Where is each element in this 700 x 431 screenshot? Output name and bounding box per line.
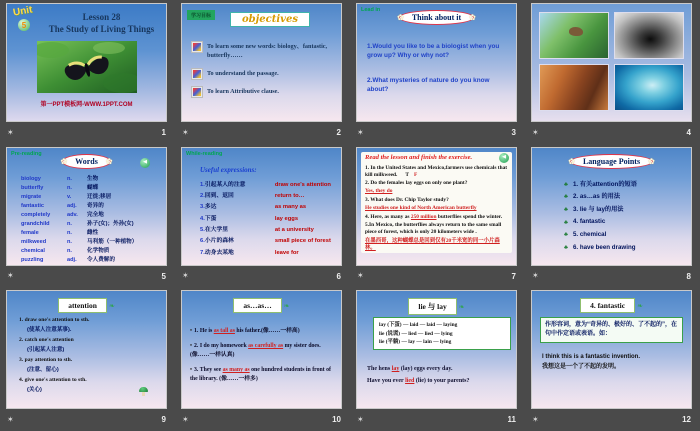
slide-thumbnail-4[interactable]	[531, 3, 692, 122]
meaning: 奇异的	[87, 202, 104, 209]
flower-icon: ✿	[397, 13, 404, 22]
transition-star-icon[interactable]: ✶	[7, 271, 14, 281]
section-label: While-reading	[186, 150, 223, 157]
phrase-cn: (关心)	[27, 386, 42, 393]
slide-cell-10	[175, 287, 350, 431]
phrase-en: 3. pay attention to sth.	[19, 357, 73, 364]
sentence-post: one hundred students in front of the library. (像……一样多)	[190, 367, 331, 383]
slide-number: 2	[336, 128, 341, 137]
sparkle-icon	[192, 42, 202, 52]
row-number: 4.	[200, 215, 205, 222]
slide-number: 4	[686, 128, 691, 137]
pos: adv.	[67, 211, 78, 218]
pos: adj.	[67, 256, 77, 263]
fill-blank-list	[190, 327, 336, 384]
question-1: 1.Would you like to be a biologist when you grow up? Why or why not?	[367, 43, 500, 60]
thumbnail-footer	[7, 125, 166, 140]
chinese-phrase: 引起某人的注意	[204, 181, 246, 188]
phrase-cn: (引起某人注意)	[27, 347, 65, 354]
chinese-phrase: 在大学里	[204, 227, 229, 234]
q1-text: 1. In the United States and Mexico,farmers use chemicals that kill milkweed.	[365, 164, 508, 178]
slide-title: as…as…	[233, 298, 281, 313]
phrase-en: 2. catch one's attention	[19, 337, 74, 344]
thumbnail-footer	[182, 269, 341, 284]
list-item	[564, 182, 689, 189]
title-oval	[357, 10, 516, 25]
exercise-q3: 3. What does Dr. Chip Taylor study?	[365, 196, 449, 203]
sentence-pre: Have you ever	[367, 378, 404, 385]
photo-whirlpool	[614, 12, 684, 59]
slide-cell-5	[0, 144, 175, 288]
tree-icon: ♣	[564, 232, 568, 239]
example-sentences	[367, 363, 513, 387]
objectives-list	[192, 42, 335, 97]
slide-number: 12	[682, 415, 691, 425]
phrase-en: 4. give one's attention to sth.	[19, 376, 87, 383]
lesson-title-line2: The Study of Living Things	[48, 24, 155, 35]
q4-post: butterflies spend the winter.	[437, 213, 503, 220]
english-phrase: at a university	[274, 227, 314, 234]
flower-icon: ✿	[648, 156, 655, 166]
slide-number: 1	[161, 128, 166, 137]
sentence-post: (lie) to your parents?	[415, 378, 470, 385]
pos: v.	[67, 193, 72, 200]
expression-row	[200, 182, 338, 189]
section-label: Lead in	[361, 7, 381, 13]
list-item	[564, 245, 689, 252]
exercise-q4	[365, 214, 510, 221]
slide-cell-6	[175, 144, 350, 288]
tree-icon: ♣	[564, 194, 568, 201]
answer-4: 250 million	[410, 213, 437, 220]
title-box	[182, 298, 341, 313]
word-row	[21, 185, 164, 192]
tree-icon: ♣	[564, 181, 568, 188]
chinese-phrase: 小片的森林	[204, 238, 234, 245]
slide-number: 3	[511, 128, 516, 137]
word-row	[21, 239, 164, 246]
lesson-title-line1: Lesson 28	[82, 12, 121, 22]
verb-form-line: lie (说谎) — lied — lied — lying	[379, 330, 453, 337]
slide-thumbnail-12[interactable]	[531, 290, 692, 409]
slide-title: Words	[62, 154, 111, 169]
slide-title: Useful expressions:	[200, 165, 257, 174]
q4-pre: 4. Here, as many as	[365, 213, 410, 220]
slide-thumbnail-8[interactable]	[531, 147, 692, 266]
list-item	[564, 194, 689, 201]
point-text: 1. 有关attention的短语	[572, 180, 637, 188]
example-sentence	[367, 375, 513, 387]
exercise-body	[365, 165, 510, 252]
example-sentence	[367, 363, 513, 375]
flower-icon: ✿	[568, 156, 575, 166]
thumbnail-footer	[7, 269, 166, 284]
word-row	[21, 221, 164, 228]
english-phrase: lay eggs	[274, 215, 299, 222]
thumbnail-footer	[7, 412, 166, 427]
example-cn: 我想这是一个了不起的发明。	[542, 363, 621, 370]
list-item	[564, 232, 689, 239]
slide-title: Think about it	[399, 10, 474, 25]
meaning: 孙子(女)；外孙(女)	[87, 220, 134, 227]
language-points-list	[564, 182, 689, 252]
meaning: 马利筋（一种植物）	[87, 238, 138, 245]
sentence-post: his father.(像……一样高)	[236, 328, 300, 335]
thumbnail-footer	[182, 412, 341, 427]
slide-number: 7	[511, 271, 516, 281]
slide-number: 6	[336, 271, 341, 281]
thumbnail-footer	[357, 269, 516, 284]
transition-star-icon[interactable]: ✶	[7, 127, 14, 137]
point-text: 4. fantastic	[572, 218, 606, 226]
bullet-icon: •	[190, 343, 193, 350]
exercise-q1	[365, 165, 510, 179]
sparkle-icon	[192, 87, 202, 97]
photo-grid	[539, 12, 684, 111]
question-2: 2.What mysteries of nature do you know about?	[367, 77, 490, 94]
back-arrow-icon[interactable]: ◀	[499, 153, 509, 163]
list-item	[192, 69, 335, 79]
meaning: 迁徙;移居	[87, 193, 112, 200]
transition-star-icon[interactable]: ✶	[182, 414, 189, 424]
objective-text: To understand the passage.	[207, 69, 279, 77]
leaf-icon: ❧	[108, 302, 115, 310]
photo-canyon	[539, 64, 609, 111]
flower-icon: ✿	[60, 156, 68, 166]
english-phrase: return to…	[274, 193, 305, 199]
word-row	[21, 212, 164, 219]
slide-thumbnail-9[interactable]	[6, 290, 167, 409]
english-phrase: small piece of forest	[274, 238, 331, 245]
sentence-post: my sister does.(像……一样认真)	[190, 343, 321, 359]
chinese-phrase: 回到、返回	[204, 193, 234, 199]
meaning: 完全地	[87, 211, 104, 218]
meaning: 生物	[87, 175, 99, 182]
slide-cell-12	[525, 287, 700, 431]
fill-blank-sentence	[190, 366, 336, 384]
meaning: 令人费解的	[87, 256, 115, 263]
bullet-icon: •	[190, 328, 193, 335]
point-text: 3. lie 与 lay的用法	[572, 205, 624, 213]
row-number: 2.	[200, 193, 205, 199]
verb-form-line: lay (下蛋) — laid — laid — laying	[379, 322, 458, 329]
word-row	[21, 248, 164, 255]
thumbnail-footer	[357, 412, 516, 427]
row-number: 5.	[200, 227, 205, 234]
chinese-phrase: 动身去某地	[204, 249, 234, 256]
expression-row	[200, 216, 338, 223]
sentence-pre: 3. They see	[194, 367, 222, 374]
transition-star-icon[interactable]: ✶	[357, 414, 364, 424]
slide-cell-3	[350, 0, 525, 144]
photo-fish-school	[614, 64, 684, 111]
grammar-note-box: 作形容词，意为“奇异的、极好的、了不起的”，在句中作定语或表语。如：	[540, 317, 683, 343]
word-list	[21, 176, 164, 264]
slide-thumbnail-10[interactable]	[181, 290, 342, 409]
phrase-en: 1. draw one's attention to sth.	[19, 317, 90, 324]
sentence-answer: as tall as	[213, 328, 235, 335]
learning-goal-tag: 学习目标	[187, 10, 215, 20]
slide-cell-4	[525, 0, 700, 144]
slide-title: 4. fantastic	[580, 298, 635, 313]
word: fantastic	[21, 202, 45, 209]
slide-cell-7	[350, 144, 525, 288]
english-phrase: as many as	[274, 204, 307, 211]
expression-row	[200, 238, 338, 245]
verb-forms-box	[373, 317, 511, 350]
meaning: 雌性	[87, 229, 99, 236]
exercise-q2: 2. Do the females lay eggs on only one plant?	[365, 180, 468, 187]
thumbnail-footer	[532, 125, 691, 140]
slide-title: lie 与 lay	[408, 298, 456, 315]
pos: n.	[67, 184, 72, 191]
word: grandchild	[21, 220, 50, 227]
chinese-phrase: 多达	[204, 204, 217, 211]
slide-cell-1	[0, 0, 175, 144]
slide-number: 9	[161, 415, 166, 425]
transition-star-icon[interactable]: ✶	[182, 127, 189, 137]
word: butterfly	[21, 184, 44, 191]
slide-number: 11	[507, 415, 516, 425]
row-number: 6.	[200, 238, 205, 245]
chinese-phrase: 下蛋	[204, 215, 217, 222]
english-phrase: leave for	[274, 249, 299, 256]
slide-thumbnail-5[interactable]	[6, 147, 167, 266]
point-text: 6. have been drawing	[572, 243, 636, 251]
back-arrow-icon[interactable]: ◀	[140, 158, 150, 168]
pos: n.	[67, 247, 72, 254]
sentence-answer: lay	[391, 366, 400, 373]
title-oval	[532, 154, 691, 169]
sparkle-icon	[192, 69, 202, 79]
flower-icon: ✿	[105, 156, 113, 166]
slide-title: attention	[58, 298, 107, 313]
slide-cell-8	[525, 144, 700, 288]
slide-number: 10	[332, 415, 341, 425]
word-row	[21, 203, 164, 210]
title-box	[357, 298, 516, 315]
fill-blank-sentence	[190, 342, 336, 360]
objective-text: To learn some new words: biology、fantastic, butterfly……	[207, 43, 328, 60]
objective-text: To learn Attributive clause.	[207, 87, 279, 95]
fill-blank-sentence	[190, 327, 336, 336]
point-text: 5. chemical	[572, 231, 607, 239]
word: biology	[21, 175, 41, 182]
thumbnail-footer	[532, 412, 691, 427]
leaf-icon: ❧	[458, 303, 465, 311]
pos: adj.	[67, 202, 77, 209]
slide-cell-2	[175, 0, 350, 144]
expression-row	[200, 250, 338, 257]
example-en: I think this is a fantastic invention.	[542, 354, 641, 361]
lesson-title	[39, 11, 164, 35]
slide-thumbnail-6[interactable]	[181, 147, 342, 266]
transition-star-icon[interactable]: ✶	[532, 271, 539, 281]
credit-text: 第一PPT模板网-WWW.1PPT.COM	[40, 102, 133, 108]
sentence-pre: The hens	[367, 366, 391, 373]
exercise-q5: 5.In Mexico, the butterflies always return to the same small piece of forest, which is only 20 kilometers wide .	[365, 222, 502, 236]
unit-number-badge: 5	[18, 19, 30, 31]
tree-icon: ♣	[564, 244, 568, 251]
word: puzzling	[21, 256, 44, 263]
meaning: 化学物质	[87, 247, 110, 254]
sentence-answer: as many as	[222, 367, 250, 374]
transition-star-icon[interactable]: ✶	[532, 127, 539, 137]
pos: n.	[67, 220, 72, 227]
slide-title: Language Points	[570, 154, 653, 169]
slide-thumbnail-1[interactable]	[6, 3, 167, 122]
row-number: 1.	[200, 181, 205, 188]
slide-cell-11	[350, 287, 525, 431]
slide-number: 8	[686, 271, 691, 281]
title-box	[7, 298, 166, 313]
sentence-pre: 1. He is	[194, 328, 213, 335]
leaf-icon: ❧	[637, 302, 643, 310]
answer-5: 在墨西哥，这种蝴蝶总是回到仅有20千米宽的同一小片森林。	[365, 237, 500, 251]
thumbnail-footer	[182, 125, 341, 140]
word-row	[21, 230, 164, 237]
mushroom-icon	[139, 387, 148, 396]
expression-row	[200, 204, 338, 211]
expression-row	[200, 193, 338, 200]
phrase-cn: (使某人注意某事).	[27, 327, 72, 334]
transition-star-icon[interactable]: ✶	[357, 127, 364, 137]
sentence-post: (lay) eggs every day.	[400, 366, 453, 373]
verb-form-line: lie (平躺) — lay — lain — lying	[379, 339, 452, 346]
butterfly-photo	[37, 41, 137, 93]
list-item	[192, 42, 335, 61]
word: milkweed	[21, 238, 47, 245]
thumbnail-footer	[532, 269, 691, 284]
photo-bird-forest	[539, 12, 609, 59]
section-label: Pre-reading	[11, 150, 42, 157]
word: female	[21, 229, 39, 236]
slide-thumbnail-11[interactable]	[356, 290, 517, 409]
tree-icon: ♣	[564, 206, 568, 213]
row-number: 7.	[200, 249, 205, 256]
leaf-icon: ❧	[283, 302, 290, 310]
attention-list	[19, 317, 162, 394]
expression-row	[200, 227, 338, 234]
slide-cell-9	[0, 287, 175, 431]
answer-3: He studies one kind of North American butterfly	[365, 205, 477, 212]
unit-word: Unit	[12, 4, 34, 19]
english-phrase: draw one's attention	[274, 181, 331, 188]
title-box	[532, 298, 691, 313]
thumbnail-footer	[357, 125, 516, 140]
row-number: 3.	[200, 204, 205, 211]
slide-thumbnail-3[interactable]	[356, 3, 517, 122]
true-mark: T	[405, 171, 409, 178]
meaning: 蝴蝶	[87, 184, 99, 191]
objectives-title: objectives	[230, 12, 310, 27]
phrase-cn: (注意、留心)	[27, 367, 59, 373]
word-row	[21, 176, 164, 183]
exercise-title: Read the lesson and finish the exercise.	[365, 153, 473, 161]
slide-thumbnail-2[interactable]	[181, 3, 342, 122]
list-item	[564, 207, 689, 214]
expression-list	[200, 182, 338, 257]
list-item	[564, 219, 689, 226]
point-text: 2. as…as 的用法	[572, 193, 621, 201]
transition-star-icon[interactable]: ✶	[357, 271, 364, 281]
answer-2: Yes, they do	[365, 188, 393, 195]
list-item	[192, 87, 335, 97]
word: completely	[21, 211, 51, 218]
tree-icon: ♣	[564, 219, 568, 226]
false-mark-answer: F	[413, 171, 418, 178]
word: migrate	[21, 193, 42, 200]
sentence-pre: 2. I do my homework	[194, 343, 247, 350]
pos: n.	[67, 229, 72, 236]
slide-thumbnail-7[interactable]	[356, 147, 517, 266]
bullet-icon: •	[190, 367, 193, 374]
pos: n.	[67, 175, 72, 182]
slide-number: 5	[161, 271, 166, 281]
transition-star-icon[interactable]: ✶	[7, 414, 14, 424]
word-row	[21, 257, 164, 264]
sentence-answer: lied	[405, 378, 415, 385]
pos: n.	[67, 238, 72, 245]
example-block	[542, 353, 686, 372]
transition-star-icon[interactable]: ✶	[532, 414, 539, 424]
transition-star-icon[interactable]: ✶	[182, 271, 189, 281]
sentence-answer: as carefully as	[248, 343, 284, 350]
flower-icon: ✿	[469, 13, 476, 22]
word-row	[21, 194, 164, 201]
word: chemical	[21, 247, 45, 254]
